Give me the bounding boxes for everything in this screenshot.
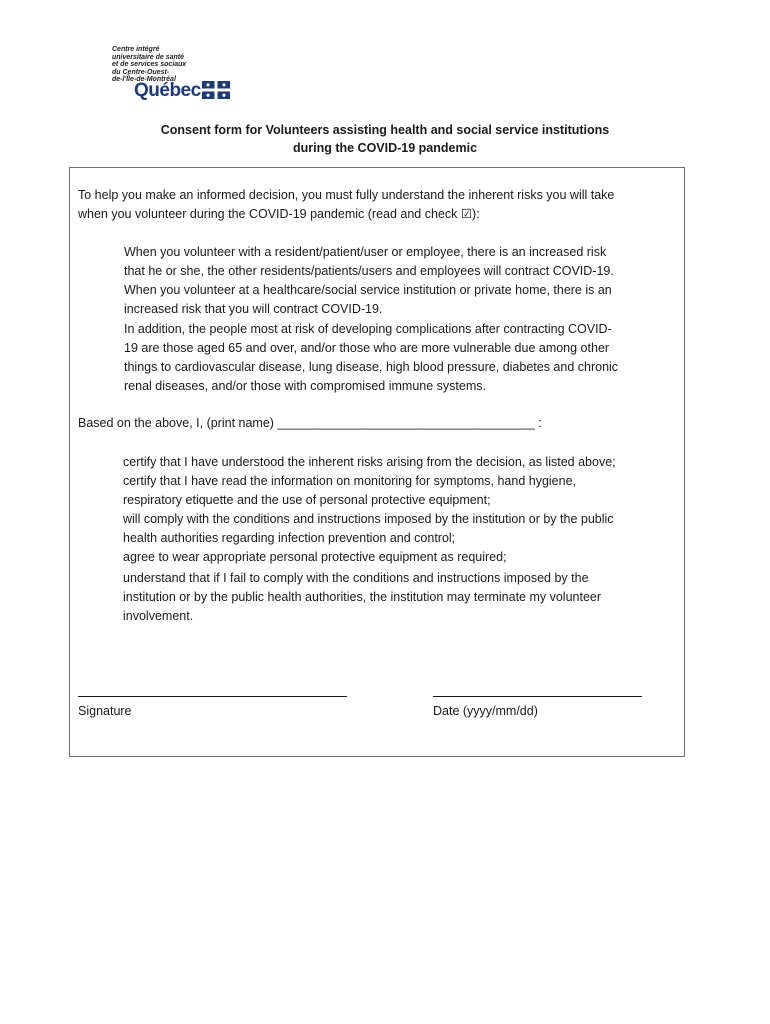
logo-line: et de services sociaux — [112, 61, 187, 68]
certification-line: agree to wear appropriate personal protective equipment as required; — [123, 550, 507, 564]
risk-line: When you volunteer with a resident/patient/user or employee, there is an increased risk — [124, 245, 607, 259]
certification-item[interactable] — [123, 569, 601, 626]
certification-item[interactable] — [123, 548, 507, 567]
institution-name — [112, 46, 186, 84]
quebec-wordmark: Québec — [134, 80, 201, 101]
intro-line: To help you make an informed decision, you must fully understand the inherent risks you will take — [78, 188, 615, 202]
signature-line[interactable] — [78, 696, 347, 697]
quebec-flag-icon — [202, 81, 230, 99]
certification-line: involvement. — [123, 609, 194, 623]
institution-logo — [112, 46, 242, 102]
form-title — [70, 121, 700, 157]
certification-line: institution or by the public health authorities, the institution may terminate my volunteer — [123, 590, 602, 604]
logo-line: de-l'Île-de-Montréal — [112, 76, 176, 83]
intro-paragraph — [78, 186, 614, 224]
risk-item[interactable] — [124, 243, 614, 281]
risk-line: renal diseases, and/or those with compromised immune systems. — [124, 379, 486, 393]
risk-item[interactable] — [124, 281, 612, 319]
risk-line: things to cardiovascular disease, lung disease, high blood pressure, diabetes and chronic — [124, 360, 619, 374]
certification-line: respiratory etiquette and the use of personal protective equipment; — [123, 493, 491, 507]
form-title-line: during the COVID-19 pandemic — [292, 141, 478, 155]
date-line[interactable] — [433, 696, 642, 697]
form-title-line: Consent form for Volunteers assisting health and social service institutions — [160, 123, 610, 137]
logo-line: Centre intégré — [112, 46, 160, 53]
certification-line: certify that I have read the information on monitoring for symptoms, hand hygiene, — [123, 474, 577, 488]
signature-label: Signature — [78, 704, 132, 718]
certification-line: will comply with the conditions and instructions imposed by the institution or by the public — [123, 512, 614, 526]
risk-line: that he or she, the other residents/patients/users and employees will contract COVID-19. — [124, 264, 614, 278]
certification-item[interactable] — [123, 472, 576, 510]
certification-line: health authorities regarding infection prevention and control; — [123, 531, 456, 545]
print-name-field[interactable]: Based on the above, I, (print name) _____________________________________ : — [78, 416, 542, 430]
intro-line: when you volunteer during the COVID-19 pandemic (read and check ☑): — [78, 207, 480, 221]
risk-line: When you volunteer at a healthcare/social service institution or private home, there is an — [124, 283, 612, 297]
certification-line: understand that if I fail to comply with the conditions and instructions imposed by the — [123, 571, 589, 585]
certification-line: certify that I have understood the inherent risks arising from the decision, as listed above; — [123, 455, 616, 469]
certification-item[interactable] — [123, 510, 614, 548]
risk-line: increased risk that you will contract COVID-19. — [124, 302, 383, 316]
date-label: Date (yyyy/mm/dd) — [433, 704, 538, 718]
risk-item[interactable] — [124, 320, 618, 396]
risk-line: 19 are those aged 65 and over, and/or those who are more vulnerable due among other — [124, 341, 610, 355]
logo-line: du Centre-Ouest- — [112, 68, 170, 76]
certification-item[interactable] — [123, 453, 616, 472]
risk-line: In addition, the people most at risk of developing complications after contracting COVID- — [124, 322, 612, 336]
logo-line: universitaire de santé — [112, 53, 184, 61]
